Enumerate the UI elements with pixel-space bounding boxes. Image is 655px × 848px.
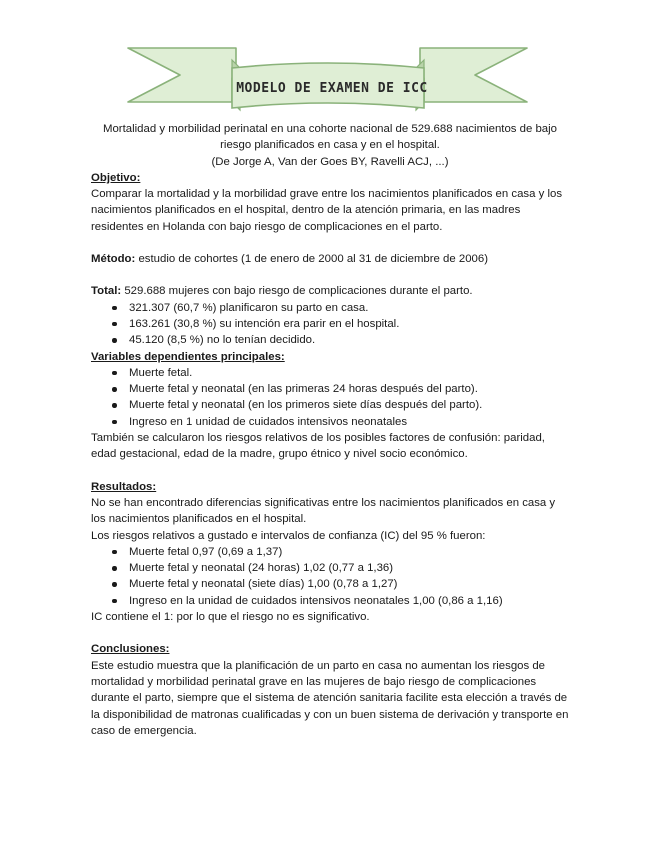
variables-list <box>91 365 569 430</box>
list-item: Muerte fetal 0,97 (0,69 a 1,37) <box>129 544 569 560</box>
resultados-text-2: Los riesgos relativos a gustado e intervalos de confianza (IC) del 95 % fueron: <box>91 529 486 542</box>
list-item: Ingreso en 1 unidad de cuidados intensivos neonatales <box>129 414 569 430</box>
conclusiones-text: Este estudio muestra que la planificación de un parto en casa no aumentan los riesgos de mortalidad y morbilidad perinatal grave en las mujeres de bajo riesgo de complicaciones durante el parto, siempre que el sistema de atención sanitaria facilite esta elección a través de la disponibilidad de matronas cualificadas y con un buen sistema de derivación y transporte en caso de emergencia. <box>91 659 569 737</box>
total-text: 529.688 mujeres con bajo riesgo de complicaciones durante el parto. <box>124 285 473 298</box>
variables-heading: Variables dependientes principales: <box>91 350 285 363</box>
total-heading: Total: <box>91 285 122 298</box>
total-list <box>91 300 569 349</box>
list-item: 321.307 (60,7 %) planificaron su parto en casa. <box>129 300 569 316</box>
objetivo-text: Comparar la mortalidad y la morbilidad grave entre los nacimientos planificados en casa y los nacimientos planificados en el hospital, dentro de la atención primaria, en las madres residentes en Holanda con bajo riesgo de complicaciones en el parto. <box>91 188 563 233</box>
variables-note: También se calcularon los riesgos relativos de los posibles factores de confusión: paridad, edad gestacional, edad de la madre, grupo étnico y nivel socio económico. <box>91 432 545 461</box>
study-authors: (De Jorge A, Van der Goes BY, Ravelli ACJ, ...) <box>211 155 449 168</box>
study-title-line-2: riesgo planificados en casa y en el hospital. <box>220 139 440 152</box>
title-banner <box>0 0 655 120</box>
list-item: 45.120 (8,5 %) no lo tenían decidido. <box>129 332 569 348</box>
document-body <box>91 121 569 739</box>
study-title-line-1: Mortalidad y morbilidad perinatal en una cohorte nacional de 529.688 nacimientos de bajo <box>102 123 558 135</box>
resultados-heading: Resultados: <box>91 480 157 493</box>
total-paragraph <box>91 283 569 299</box>
list-item: Ingreso en la unidad de cuidados intensivos neonatales 1,00 (0,86 a 1,16) <box>129 593 569 609</box>
conclusiones-heading: Conclusiones: <box>91 643 170 656</box>
list-item: Muerte fetal. <box>129 365 569 381</box>
resultados-text-1: No se han encontrado diferencias significativas entre los nacimientos planificados en casa y los nacimientos planificados en el hospital. <box>91 496 556 526</box>
metodo-heading: Método: <box>91 253 136 266</box>
resultados-list <box>91 544 569 609</box>
objetivo-heading: Objetivo: <box>91 171 141 184</box>
resultados-note: IC contiene el 1: por lo que el riesgo no es significativo. <box>91 611 370 624</box>
metodo-text: estudio de cohortes (1 de enero de 2000 al 31 de diciembre de 2006) <box>138 253 489 266</box>
list-item: Muerte fetal y neonatal (24 horas) 1,02 (0,77 a 1,36) <box>129 560 569 576</box>
metodo-paragraph <box>91 251 569 267</box>
list-item: 163.261 (30,8 %) su intención era parir en el hospital. <box>129 316 569 332</box>
list-item: Muerte fetal y neonatal (en las primeras 24 horas después del parto). <box>129 381 569 397</box>
banner-title: MODELO DE EXAMEN DE ICC <box>236 80 428 96</box>
list-item: Muerte fetal y neonatal (siete días) 1,00 (0,78 a 1,27) <box>129 576 569 592</box>
list-item: Muerte fetal y neonatal (en los primeros siete días después del parto). <box>129 397 569 413</box>
